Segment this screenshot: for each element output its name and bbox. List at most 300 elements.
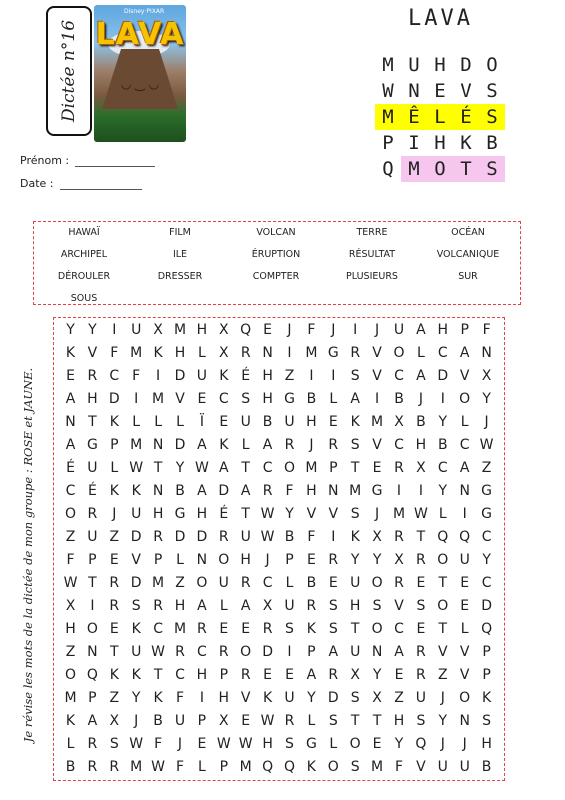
- grid-letter[interactable]: F: [110, 345, 119, 361]
- grid-letter[interactable]: I: [156, 368, 161, 384]
- grid-letter[interactable]: M: [173, 322, 187, 338]
- grid-letter[interactable]: I: [396, 483, 402, 499]
- grid-letter[interactable]: N: [371, 644, 383, 660]
- grid-letter[interactable]: H: [306, 483, 317, 499]
- grid-letter[interactable]: N: [481, 345, 492, 361]
- grid-letter[interactable]: E: [306, 552, 316, 568]
- grid-letter[interactable]: A: [328, 644, 339, 660]
- grid-letter[interactable]: S: [482, 713, 492, 729]
- grid-letter[interactable]: E: [285, 667, 294, 683]
- grid-letter[interactable]: J: [375, 506, 380, 522]
- grid-letter[interactable]: E: [372, 736, 382, 752]
- grid-letter[interactable]: E: [263, 667, 273, 683]
- grid-letter[interactable]: T: [153, 460, 163, 476]
- grid-letter[interactable]: G: [371, 483, 383, 499]
- grid-letter[interactable]: R: [262, 621, 273, 637]
- grid-letter[interactable]: O: [349, 736, 361, 752]
- grid-letter[interactable]: C: [459, 437, 470, 453]
- grid-letter[interactable]: R: [394, 529, 404, 545]
- grid-letter[interactable]: X: [219, 322, 229, 338]
- grid-letter[interactable]: V: [131, 552, 141, 568]
- grid-letter[interactable]: R: [306, 598, 317, 614]
- grid-letter[interactable]: G: [481, 506, 493, 522]
- grid-letter[interactable]: T: [372, 713, 382, 729]
- grid-letter[interactable]: A: [197, 437, 207, 453]
- grid-letter[interactable]: R: [262, 483, 273, 499]
- grid-letter[interactable]: O: [240, 644, 252, 660]
- grid-letter[interactable]: S: [372, 598, 382, 614]
- grid-letter[interactable]: H: [262, 736, 273, 752]
- grid-letter[interactable]: E: [109, 552, 119, 568]
- grid-letter[interactable]: O: [371, 621, 383, 637]
- grid-letter[interactable]: B: [394, 391, 404, 407]
- grid-letter[interactable]: P: [219, 759, 229, 775]
- grid-letter[interactable]: F: [175, 690, 185, 706]
- grid-letter[interactable]: R: [328, 437, 339, 453]
- grid-letter[interactable]: B: [284, 529, 295, 545]
- grid-letter[interactable]: M: [305, 460, 318, 476]
- grid-letter[interactable]: V: [459, 644, 470, 660]
- prenom-field[interactable]: [20, 154, 155, 167]
- grid-letter[interactable]: L: [219, 598, 228, 614]
- grid-letter[interactable]: E: [197, 736, 207, 752]
- grid-letter[interactable]: T: [350, 713, 360, 729]
- grid-letter[interactable]: E: [219, 414, 229, 430]
- grid-letter[interactable]: R: [416, 667, 426, 683]
- grid-letter[interactable]: Y: [350, 552, 360, 568]
- grid-letter[interactable]: R: [240, 345, 251, 361]
- grid-letter[interactable]: Q: [240, 322, 252, 338]
- grid-letter[interactable]: L: [416, 345, 425, 361]
- grid-letter[interactable]: G: [174, 506, 186, 522]
- grid-letter[interactable]: I: [112, 322, 117, 338]
- grid-letter[interactable]: R: [87, 368, 98, 384]
- grid-letter[interactable]: V: [372, 345, 382, 361]
- date-line[interactable]: [60, 189, 142, 190]
- grid-letter[interactable]: R: [109, 759, 120, 775]
- grid-letter[interactable]: E: [66, 368, 75, 384]
- grid-letter[interactable]: A: [197, 483, 207, 499]
- grid-letter[interactable]: C: [153, 621, 163, 637]
- grid-letter[interactable]: V: [394, 598, 404, 614]
- grid-letter[interactable]: D: [437, 368, 449, 384]
- grid-letter[interactable]: É: [219, 506, 229, 522]
- grid-letter[interactable]: P: [460, 322, 469, 338]
- grid-letter[interactable]: E: [241, 621, 251, 637]
- grid-letter[interactable]: U: [459, 552, 470, 568]
- grid-letter[interactable]: D: [174, 437, 186, 453]
- grid-letter[interactable]: W: [238, 736, 253, 752]
- grid-letter[interactable]: H: [437, 322, 449, 338]
- grid-letter[interactable]: Q: [262, 759, 274, 775]
- grid-letter[interactable]: N: [152, 483, 164, 499]
- grid-letter[interactable]: K: [131, 483, 141, 499]
- grid-letter[interactable]: H: [393, 713, 405, 729]
- grid-letter[interactable]: X: [153, 322, 163, 338]
- grid-letter[interactable]: Q: [481, 621, 493, 637]
- grid-letter[interactable]: S: [285, 621, 294, 637]
- grid-letter[interactable]: U: [131, 506, 142, 522]
- grid-letter[interactable]: P: [110, 437, 119, 453]
- grid-letter[interactable]: T: [416, 529, 426, 545]
- grid-letter[interactable]: F: [307, 529, 316, 545]
- grid-letter[interactable]: D: [174, 368, 186, 384]
- grid-letter[interactable]: W: [194, 460, 209, 476]
- grid-letter[interactable]: S: [416, 598, 426, 614]
- grid-letter[interactable]: H: [349, 598, 361, 614]
- grid-letter[interactable]: E: [416, 621, 426, 637]
- grid-letter[interactable]: X: [372, 690, 382, 706]
- grid-letter[interactable]: R: [240, 667, 251, 683]
- grid-letter[interactable]: S: [350, 506, 360, 522]
- grid-letter[interactable]: I: [287, 644, 292, 660]
- grid-letter[interactable]: J: [331, 322, 336, 338]
- grid-letter[interactable]: B: [262, 414, 273, 430]
- grid-letter[interactable]: U: [174, 713, 186, 729]
- grid-letter[interactable]: V: [459, 368, 470, 384]
- grid-letter[interactable]: U: [131, 322, 142, 338]
- grid-letter[interactable]: E: [416, 575, 426, 591]
- grid-letter[interactable]: O: [196, 575, 208, 591]
- grid-letter[interactable]: N: [459, 713, 470, 729]
- grid-letter[interactable]: P: [482, 667, 491, 683]
- grid-letter[interactable]: C: [197, 644, 207, 660]
- grid-letter[interactable]: O: [437, 552, 449, 568]
- grid-letter[interactable]: N: [87, 644, 98, 660]
- grid-letter[interactable]: A: [306, 667, 317, 683]
- grid-letter[interactable]: A: [416, 322, 426, 338]
- grid-letter[interactable]: J: [484, 414, 489, 430]
- grid-letter[interactable]: O: [459, 391, 471, 407]
- grid-letter[interactable]: S: [285, 736, 294, 752]
- grid-letter[interactable]: K: [219, 368, 229, 384]
- prenom-line[interactable]: [75, 166, 155, 167]
- grid-letter[interactable]: L: [329, 736, 338, 752]
- grid-letter[interactable]: N: [262, 345, 273, 361]
- grid-letter[interactable]: T: [241, 506, 250, 522]
- grid-letter[interactable]: Y: [66, 322, 75, 338]
- grid-letter[interactable]: E: [328, 575, 338, 591]
- grid-letter[interactable]: Q: [86, 667, 98, 683]
- grid-letter[interactable]: T: [88, 414, 97, 430]
- grid-letter[interactable]: K: [350, 414, 360, 430]
- grid-letter[interactable]: Y: [438, 713, 448, 729]
- grid-letter[interactable]: É: [241, 368, 251, 384]
- grid-letter[interactable]: O: [459, 690, 471, 706]
- grid-letter[interactable]: A: [65, 391, 76, 407]
- grid-letter[interactable]: R: [394, 460, 404, 476]
- grid-letter[interactable]: A: [459, 345, 470, 361]
- grid-letter[interactable]: P: [285, 552, 294, 568]
- grid-letter[interactable]: L: [460, 621, 469, 637]
- grid-letter[interactable]: W: [129, 736, 144, 752]
- grid-letter[interactable]: S: [131, 598, 141, 614]
- grid-letter[interactable]: Ï: [199, 414, 204, 430]
- grid-letter[interactable]: K: [219, 437, 229, 453]
- grid-letter[interactable]: W: [63, 575, 78, 591]
- grid-letter[interactable]: E: [328, 414, 338, 430]
- grid-letter[interactable]: E: [197, 391, 207, 407]
- grid-letter[interactable]: H: [87, 391, 98, 407]
- grid-letter[interactable]: R: [284, 713, 295, 729]
- grid-letter[interactable]: J: [112, 506, 117, 522]
- grid-letter[interactable]: D: [130, 529, 142, 545]
- grid-letter[interactable]: W: [413, 506, 428, 522]
- grid-letter[interactable]: Z: [175, 575, 185, 591]
- grid-letter[interactable]: X: [219, 345, 229, 361]
- grid-letter[interactable]: T: [350, 621, 360, 637]
- grid-letter[interactable]: L: [307, 713, 316, 729]
- grid-letter[interactable]: O: [64, 667, 77, 683]
- grid-letter[interactable]: G: [481, 483, 493, 499]
- grid-letter[interactable]: J: [462, 736, 467, 752]
- grid-letter[interactable]: M: [64, 690, 77, 706]
- grid-letter[interactable]: W: [479, 437, 494, 453]
- grid-letter[interactable]: B: [153, 713, 163, 729]
- grid-letter[interactable]: R: [350, 345, 361, 361]
- grid-letter[interactable]: V: [459, 667, 470, 683]
- grid-letter[interactable]: U: [240, 529, 251, 545]
- grid-letter[interactable]: N: [65, 414, 76, 430]
- grid-letter[interactable]: K: [306, 621, 316, 637]
- grid-letter[interactable]: O: [393, 345, 405, 361]
- grid-letter[interactable]: H: [65, 621, 76, 637]
- grid-letter[interactable]: U: [240, 414, 251, 430]
- grid-letter[interactable]: K: [109, 667, 119, 683]
- grid-letter[interactable]: B: [416, 414, 426, 430]
- grid-letter[interactable]: L: [285, 575, 294, 591]
- grid-letter[interactable]: M: [371, 759, 384, 775]
- grid-letter[interactable]: A: [240, 598, 251, 614]
- grid-letter[interactable]: W: [216, 736, 231, 752]
- grid-letter[interactable]: R: [87, 506, 98, 522]
- grid-letter[interactable]: M: [152, 391, 165, 407]
- grid-letter[interactable]: H: [196, 506, 208, 522]
- grid-letter[interactable]: P: [197, 713, 207, 729]
- grid-letter[interactable]: I: [90, 598, 95, 614]
- grid-letter[interactable]: B: [65, 759, 76, 775]
- grid-letter[interactable]: C: [175, 667, 185, 683]
- grid-letter[interactable]: S: [350, 690, 360, 706]
- grid-letter[interactable]: R: [416, 644, 426, 660]
- grid-letter[interactable]: U: [284, 598, 295, 614]
- grid-letter[interactable]: R: [416, 552, 426, 568]
- grid-letter[interactable]: D: [196, 529, 208, 545]
- grid-letter[interactable]: R: [153, 598, 163, 614]
- grid-letter[interactable]: A: [219, 460, 229, 476]
- grid-letter[interactable]: U: [393, 322, 405, 338]
- grid-letter[interactable]: V: [175, 391, 185, 407]
- grid-letter[interactable]: Y: [285, 506, 294, 522]
- grid-letter[interactable]: B: [437, 437, 448, 453]
- grid-letter[interactable]: R: [109, 575, 120, 591]
- grid-letter[interactable]: B: [306, 575, 317, 591]
- grid-letter[interactable]: V: [328, 506, 339, 522]
- grid-letter[interactable]: F: [285, 483, 294, 499]
- grid-letter[interactable]: L: [241, 437, 250, 453]
- grid-letter[interactable]: X: [65, 598, 76, 614]
- grid-letter[interactable]: Y: [482, 552, 491, 568]
- grid-letter[interactable]: C: [394, 368, 404, 384]
- grid-letter[interactable]: H: [218, 690, 230, 706]
- grid-letter[interactable]: R: [153, 529, 163, 545]
- grid-letter[interactable]: S: [416, 713, 426, 729]
- grid-letter[interactable]: P: [307, 644, 316, 660]
- grid-letter[interactable]: C: [218, 391, 229, 407]
- grid-letter[interactable]: A: [262, 437, 273, 453]
- grid-letter[interactable]: S: [328, 621, 338, 637]
- grid-letter[interactable]: D: [218, 483, 230, 499]
- grid-letter[interactable]: S: [241, 391, 251, 407]
- grid-letter[interactable]: T: [153, 667, 163, 683]
- grid-letter[interactable]: M: [130, 345, 143, 361]
- grid-letter[interactable]: U: [87, 529, 98, 545]
- grid-letter[interactable]: G: [305, 736, 317, 752]
- grid-letter[interactable]: V: [306, 506, 317, 522]
- grid-letter[interactable]: T: [241, 460, 250, 476]
- grid-letter[interactable]: U: [284, 414, 295, 430]
- grid-letter[interactable]: Z: [109, 690, 120, 706]
- grid-letter[interactable]: K: [482, 690, 492, 706]
- grid-letter[interactable]: R: [109, 598, 120, 614]
- grid-letter[interactable]: F: [132, 368, 141, 384]
- grid-letter[interactable]: R: [87, 736, 98, 752]
- grid-letter[interactable]: X: [219, 713, 229, 729]
- grid-letter[interactable]: O: [218, 552, 230, 568]
- grid-letter[interactable]: R: [240, 575, 251, 591]
- grid-letter[interactable]: J: [375, 322, 380, 338]
- grid-letter[interactable]: C: [437, 345, 448, 361]
- grid-letter[interactable]: R: [87, 759, 98, 775]
- grid-letter[interactable]: K: [153, 690, 163, 706]
- grid-letter[interactable]: Y: [131, 690, 141, 706]
- grid-letter[interactable]: N: [196, 552, 208, 568]
- grid-letter[interactable]: I: [309, 368, 314, 384]
- grid-letter[interactable]: Z: [284, 368, 295, 384]
- grid-letter[interactable]: H: [415, 437, 427, 453]
- grid-letter[interactable]: Z: [109, 529, 120, 545]
- grid-letter[interactable]: J: [287, 322, 292, 338]
- grid-letter[interactable]: U: [131, 644, 142, 660]
- grid-letter[interactable]: T: [88, 575, 97, 591]
- grid-letter[interactable]: D: [327, 690, 339, 706]
- grid-letter[interactable]: T: [110, 644, 119, 660]
- grid-letter[interactable]: F: [154, 736, 163, 752]
- grid-letter[interactable]: C: [481, 575, 492, 591]
- grid-letter[interactable]: X: [262, 598, 273, 614]
- grid-letter[interactable]: K: [131, 621, 141, 637]
- grid-letter[interactable]: Y: [175, 460, 185, 476]
- grid-letter[interactable]: D: [174, 529, 186, 545]
- grid-letter[interactable]: Y: [394, 736, 404, 752]
- grid-letter[interactable]: K: [65, 345, 76, 361]
- grid-letter[interactable]: K: [65, 713, 76, 729]
- grid-letter[interactable]: A: [416, 368, 426, 384]
- grid-letter[interactable]: E: [219, 621, 229, 637]
- grid-letter[interactable]: M: [392, 506, 406, 522]
- grid-letter[interactable]: O: [86, 621, 98, 637]
- grid-letter[interactable]: D: [481, 598, 492, 614]
- grid-letter[interactable]: P: [329, 460, 338, 476]
- grid-letter[interactable]: K: [263, 690, 273, 706]
- grid-letter[interactable]: L: [154, 414, 162, 430]
- grid-letter[interactable]: I: [440, 391, 445, 407]
- grid-letter[interactable]: W: [260, 529, 275, 545]
- grid-letter[interactable]: P: [88, 690, 97, 706]
- grid-letter[interactable]: Q: [415, 736, 427, 752]
- grid-letter[interactable]: U: [87, 460, 98, 476]
- grid-letter[interactable]: K: [131, 667, 141, 683]
- grid-letter[interactable]: A: [394, 644, 404, 660]
- grid-letter[interactable]: G: [327, 345, 339, 361]
- grid-letter[interactable]: F: [482, 322, 491, 338]
- grid-letter[interactable]: Y: [372, 552, 382, 568]
- grid-letter[interactable]: H: [196, 322, 208, 338]
- grid-letter[interactable]: S: [350, 759, 360, 775]
- grid-letter[interactable]: V: [240, 690, 251, 706]
- grid-letter[interactable]: L: [329, 391, 338, 407]
- grid-letter[interactable]: I: [199, 690, 204, 706]
- grid-letter[interactable]: N: [328, 483, 339, 499]
- grid-letter[interactable]: C: [394, 621, 404, 637]
- grid-letter[interactable]: X: [394, 552, 404, 568]
- grid-letter[interactable]: X: [372, 529, 382, 545]
- grid-letter[interactable]: Q: [437, 529, 449, 545]
- grid-letter[interactable]: U: [284, 690, 295, 706]
- grid-letter[interactable]: E: [109, 621, 119, 637]
- grid-letter[interactable]: A: [459, 460, 470, 476]
- grid-letter[interactable]: F: [307, 322, 316, 338]
- grid-letter[interactable]: V: [438, 644, 448, 660]
- grid-letter[interactable]: Z: [394, 690, 404, 706]
- grid-letter[interactable]: Z: [65, 529, 76, 545]
- grid-letter[interactable]: W: [260, 506, 275, 522]
- grid-letter[interactable]: N: [152, 437, 164, 453]
- grid-letter[interactable]: F: [394, 759, 404, 775]
- grid-letter[interactable]: Q: [459, 529, 471, 545]
- grid-letter[interactable]: I: [134, 391, 139, 407]
- grid-letter[interactable]: U: [459, 759, 470, 775]
- grid-letter[interactable]: C: [262, 460, 273, 476]
- grid-letter[interactable]: L: [438, 506, 447, 522]
- grid-letter[interactable]: A: [87, 713, 98, 729]
- grid-letter[interactable]: L: [460, 414, 469, 430]
- grid-letter[interactable]: D: [108, 391, 120, 407]
- grid-letter[interactable]: O: [64, 506, 77, 522]
- grid-letter[interactable]: J: [440, 690, 445, 706]
- grid-letter[interactable]: M: [130, 759, 143, 775]
- grid-letter[interactable]: Z: [481, 460, 492, 476]
- grid-letter[interactable]: F: [175, 759, 185, 775]
- grid-letter[interactable]: C: [437, 460, 448, 476]
- grid-letter[interactable]: T: [438, 575, 448, 591]
- grid-letter[interactable]: K: [109, 483, 119, 499]
- grid-letter[interactable]: H: [262, 391, 273, 407]
- grid-letter[interactable]: J: [309, 437, 314, 453]
- grid-letter[interactable]: A: [240, 483, 251, 499]
- grid-letter[interactable]: S: [350, 368, 360, 384]
- grid-letter[interactable]: É: [66, 460, 75, 476]
- grid-letter[interactable]: X: [109, 713, 120, 729]
- grid-letter[interactable]: I: [418, 483, 423, 499]
- grid-letter[interactable]: Y: [438, 483, 448, 499]
- grid-letter[interactable]: G: [86, 437, 98, 453]
- grid-letter[interactable]: U: [350, 575, 361, 591]
- grid-letter[interactable]: L: [132, 414, 141, 430]
- grid-letter[interactable]: C: [481, 529, 492, 545]
- grid-letter[interactable]: U: [437, 759, 448, 775]
- grid-letter[interactable]: P: [219, 667, 229, 683]
